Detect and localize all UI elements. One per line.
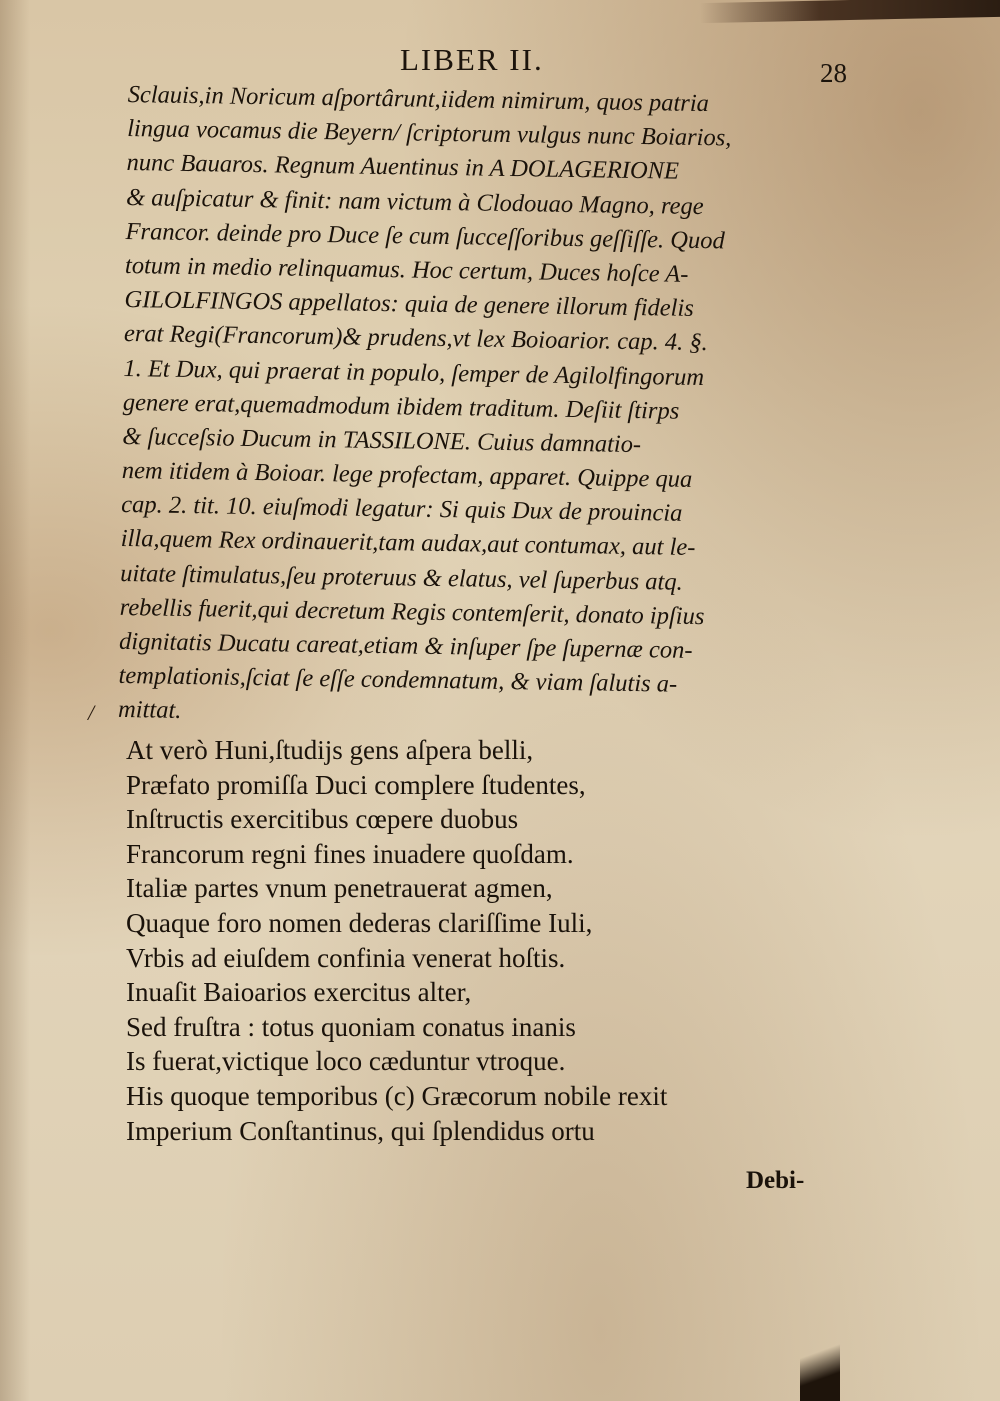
page-edge-shadow <box>700 0 1000 23</box>
commentary-line: illa,quem Rex ordinauerit,tam audax,aut contumax, aut le- <box>120 525 696 562</box>
commentary-line: rebellis fuerit,qui decretum Regis contemſerit, donato ipſius <box>119 593 705 630</box>
commentary-line: genere erat,quemadmodum ibidem traditum. Deſiit ſtirps <box>122 388 680 425</box>
verse-line: Vrbis ad eiuſdem confinia venerat hoſtis. <box>126 942 566 973</box>
verse-line: Italiæ partes vnum penetrauerat agmen, <box>126 873 553 904</box>
page-number: 28 <box>820 58 847 88</box>
verse-block <box>126 733 826 1148</box>
commentary-line: lingua vocamus die Beyern/ ſcriptorum vulgus nunc Boiarios, <box>126 115 732 152</box>
commentary-block <box>118 78 858 739</box>
commentary-line: & auſpicatur & finit: nam victum à Clodouao Magno, rege <box>125 183 704 220</box>
commentary-line: Sclauis,in Noricum aſportârunt,iidem nimirum, quos patria <box>127 80 710 118</box>
commentary-line: erat Regi(Francorum)& prudens,vt lex Boioarior. cap. 4. §. <box>123 320 708 357</box>
commentary-line: cap. 2. tit. 10. eiuſmodi legatur: Si quis Dux de prouincia <box>121 491 683 528</box>
running-head: LIBER II. <box>400 42 544 77</box>
verse-line: At verò Huni,ſtudijs gens aſpera belli, <box>126 735 534 765</box>
spine-shadow <box>0 0 30 1401</box>
commentary-line: uitate ſtimulatus,ſeu proteruus & elatus, vel ſuperbus atq. <box>120 559 683 596</box>
verse-line: Quaque foro nomen dederas clariſſime Iuli, <box>126 907 593 938</box>
commentary-line: templationis,ſciat ſe eſſe condemnatum, & viam ſalutis a- <box>118 662 678 698</box>
verse-line: Francorum regni fines inuadere quoſdam. <box>126 838 574 869</box>
commentary-line: 1. Et Dux, qui praerat in populo, ſemper de Agilolfingorum <box>123 354 705 391</box>
commentary-line: dignitatis Ducatu careat,etiam & inſuper ſpe ſupernæ con- <box>118 627 693 664</box>
verse-line: Inſtructis exercitibus cœpere duobus <box>126 804 519 835</box>
verse-line: His quoque temporibus (c) Græcorum nobile rexit <box>126 1080 668 1111</box>
page-fold-shadow <box>800 1330 840 1401</box>
commentary-line: & ſucceſsio Ducum in TASSILONE. Cuius damnatio- <box>122 422 642 458</box>
commentary-line: mittat. <box>117 696 182 725</box>
verse-line: Præfato promiſſa Duci complere ſtudentes, <box>126 769 586 800</box>
verse-line: Inuaſit Baioarios exercitus alter, <box>126 977 472 1008</box>
catchword: Debi- <box>746 1167 805 1194</box>
commentary-line: nunc Bauaros. Regnum Auentinus in A DOLAGERIONE <box>126 149 680 186</box>
commentary-line: GILOLFINGOS appellatos: quia de genere illorum fidelis <box>124 286 695 323</box>
margin-mark: / <box>88 700 95 725</box>
verse-line: Imperium Conſtantinus, qui ſplendidus ortu <box>126 1115 595 1146</box>
commentary-line: nem itidem à Boioar. lege profectam, apparet. Quippe qua <box>121 457 693 493</box>
verse-line: Is fuerat,victique loco cæduntur vtroque. <box>126 1046 566 1077</box>
commentary-line: totum in medio relinquamus. Hoc certum, Duces hoſce A- <box>124 251 689 288</box>
commentary-line: Francor. deinde pro Duce ſe cum ſucceſſoribus geſſiſſe. Quod <box>125 217 725 255</box>
verse-line: Sed fruſtra : totus quoniam conatus inanis <box>126 1011 576 1042</box>
